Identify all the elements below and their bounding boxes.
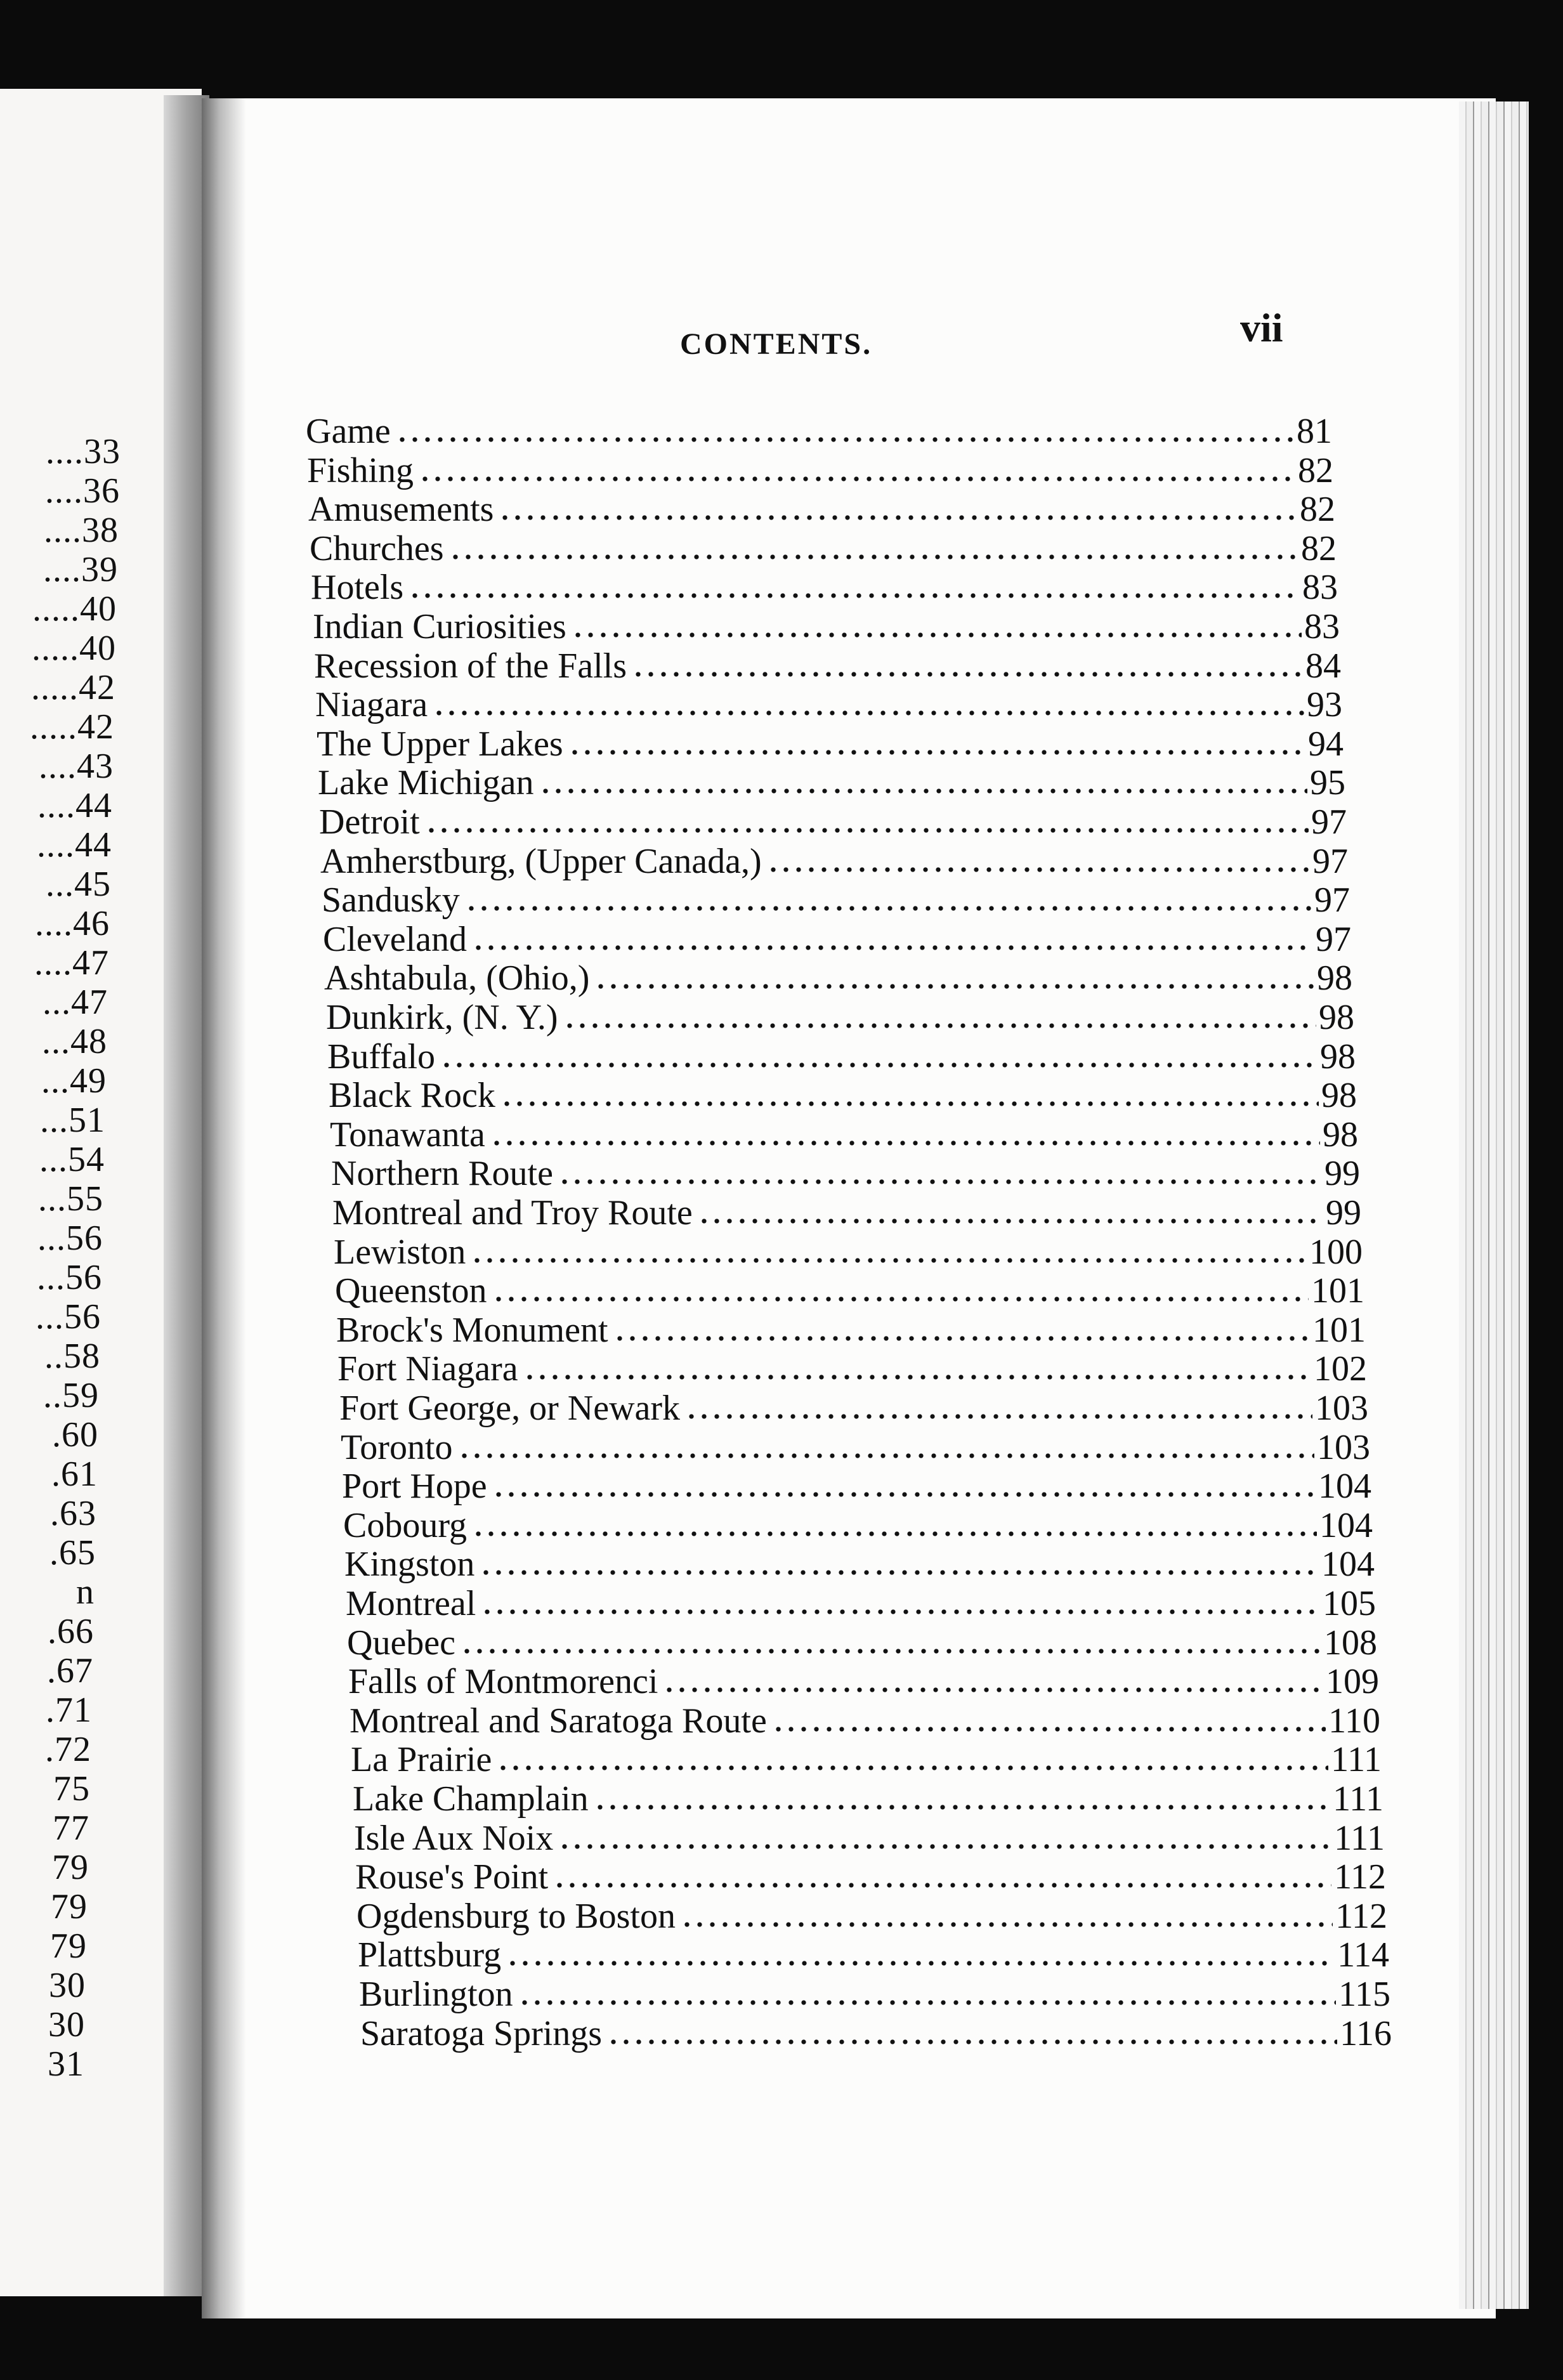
dot-leader (553, 1882, 1331, 1888)
toc-entry-page: 101 (1311, 1271, 1364, 1311)
left-page-fragment: ...56 (37, 1258, 102, 1297)
dot-leader (499, 514, 1297, 521)
toc-entry-title: Churches (310, 528, 444, 568)
left-page-fragment: 77 (53, 1808, 89, 1848)
dot-leader (409, 592, 1300, 599)
toc-entry-title: Niagara (315, 685, 428, 725)
toc-entry-page: 115 (1338, 1975, 1390, 2014)
toc-entry-page: 82 (1301, 528, 1337, 568)
dot-leader (572, 632, 1302, 638)
toc-entry-page: 93 (1307, 685, 1342, 725)
left-page-fragment: ..58 (44, 1337, 100, 1376)
toc-entry (354, 1819, 1385, 1859)
toc-entry (326, 998, 1354, 1038)
toc-entry (350, 1702, 1380, 1741)
toc-entry-title: Dunkirk, (N. Y.) (326, 998, 558, 1037)
left-page-fragment: 79 (50, 1926, 87, 1966)
toc-entry-title: Saratoga Springs (360, 2013, 603, 2053)
toc-entry-page: 112 (1334, 1857, 1386, 1897)
toc-entry (334, 1233, 1363, 1272)
toc-entry (311, 568, 1338, 608)
dot-leader (472, 945, 1313, 951)
toc-entry-page: 97 (1312, 841, 1348, 881)
toc-entry-page: 116 (1340, 2013, 1392, 2053)
toc-entry-title: Plattsburg (358, 1935, 502, 1975)
dot-leader (539, 788, 1307, 794)
left-page-fragment: ....44 (37, 825, 112, 865)
dot-leader (472, 1531, 1317, 1537)
left-page-fragment: ....47 (34, 943, 109, 983)
dot-leader (481, 1609, 1320, 1615)
toc-entry (318, 764, 1345, 803)
toc-entry-page: 103 (1315, 1389, 1368, 1428)
left-page-fragment: 30 (48, 2005, 85, 2044)
toc-entry-title: Lewiston (334, 1232, 466, 1272)
toc-entry-page: 103 (1317, 1427, 1370, 1467)
dot-leader (594, 983, 1314, 990)
toc-entry-title: Recession of the Falls (314, 646, 627, 686)
dot-leader (523, 1374, 1311, 1380)
toc-entry (308, 490, 1335, 530)
left-page-fragment: ....38 (44, 511, 119, 550)
toc-entry (331, 1154, 1360, 1194)
toc-entry-title: Buffalo (327, 1036, 436, 1076)
toc-entry-title: Brock's Monument (336, 1310, 608, 1350)
left-page-fragment: 31 (48, 2044, 84, 2084)
toc-entry (343, 1507, 1373, 1546)
left-page-fragment: ...56 (36, 1297, 101, 1337)
toc-entry-title: La Prairie (351, 1740, 492, 1780)
dot-leader (480, 1569, 1319, 1576)
toc-entry-page: 102 (1314, 1349, 1367, 1389)
toc-entry-page: 109 (1326, 1662, 1379, 1702)
dot-leader (772, 1726, 1326, 1732)
toc-entry-page: 82 (1300, 490, 1335, 530)
toc-entry-page: 105 (1323, 1584, 1376, 1623)
toc-entry (344, 1545, 1375, 1585)
toc-entry-title: Queenston (335, 1271, 487, 1311)
dot-leader (558, 1179, 1322, 1185)
toc-entry-title: Northern Route (331, 1154, 553, 1194)
toc-entry (356, 1897, 1387, 1937)
left-page-fragment: ..59 (43, 1376, 99, 1415)
left-page-fragment: ...54 (39, 1140, 105, 1179)
toc-entry-page: 95 (1310, 763, 1345, 803)
toc-entry-page: 98 (1323, 1115, 1358, 1154)
toc-entry-page: 104 (1318, 1467, 1371, 1507)
toc-entry-title: Detroit (319, 802, 420, 842)
toc-entry (306, 412, 1332, 452)
toc-entry-page: 104 (1319, 1505, 1373, 1545)
toc-entry-title: Amherstburg, (Upper Canada,) (320, 841, 762, 881)
toc-entry (307, 452, 1333, 491)
dot-leader (518, 1999, 1336, 2006)
toc-entry-page: 108 (1324, 1623, 1377, 1663)
left-page-fragment: ...47 (43, 983, 108, 1022)
toc-entry (322, 881, 1350, 920)
dot-leader (681, 1921, 1333, 1928)
toc-entry-page: 83 (1302, 568, 1338, 608)
toc-entry-page: 97 (1314, 880, 1350, 920)
dot-leader (396, 436, 1294, 443)
dot-leader (458, 1453, 1314, 1459)
toc-entry-page: 83 (1304, 607, 1340, 646)
toc-entry-page: 98 (1320, 1036, 1356, 1076)
toc-entry (319, 803, 1347, 842)
dot-leader (632, 671, 1303, 677)
dot-leader (594, 1804, 1331, 1810)
toc-entry-page: 97 (1311, 802, 1347, 842)
toc-entry-title: Montreal and Saratoga Route (350, 1701, 767, 1741)
toc-entry-page: 104 (1321, 1545, 1375, 1585)
left-page-fragment: .72 (45, 1730, 91, 1769)
left-page-fragment: ....46 (35, 904, 110, 943)
dot-leader (497, 1765, 1328, 1771)
left-page-fragment: .....40 (32, 629, 116, 668)
page-edges (1459, 101, 1529, 2309)
toc-entry (358, 1936, 1389, 1975)
left-page-fragment: .65 (49, 1533, 96, 1573)
left-page-fragment: .60 (52, 1415, 98, 1455)
left-page-fragment: ...56 (37, 1219, 103, 1258)
left-page-fragment: ...49 (41, 1061, 107, 1101)
left-page-fragment: ...45 (46, 865, 111, 904)
toc-entry-title: Fishing (307, 450, 414, 490)
dot-leader (506, 1960, 1335, 1966)
toc-entry-title: Amusements (308, 490, 494, 530)
left-page-fragment: ...55 (38, 1179, 103, 1219)
toc-entry-title: Lake Michigan (318, 763, 534, 803)
toc-entry (351, 1741, 1382, 1780)
dot-leader (563, 1023, 1316, 1029)
left-page-fragment: .71 (46, 1690, 92, 1730)
toc-entry-page: 98 (1317, 958, 1352, 998)
left-page-fragment: ....36 (45, 471, 120, 511)
toc-entry-title: Game (306, 412, 391, 451)
toc-entry-page: 98 (1321, 1076, 1357, 1116)
toc-entry-title: Fort George, or Newark (339, 1389, 681, 1428)
toc-entry (310, 530, 1337, 569)
toc-entry-page: 111 (1331, 1740, 1382, 1780)
toc-entry-page: 111 (1333, 1779, 1383, 1819)
toc-entry-title: Toronto (341, 1427, 453, 1467)
dot-leader (471, 1257, 1307, 1264)
toc-entry-title: Cleveland (323, 919, 468, 959)
left-page-fragment: .63 (50, 1494, 96, 1533)
dot-leader (500, 1101, 1319, 1107)
toc-entry (335, 1272, 1364, 1311)
dot-leader (465, 905, 1312, 912)
toc-entry-title: Montreal and Troy Route (332, 1193, 693, 1232)
left-page-fragment: 79 (52, 1848, 89, 1887)
toc-entry-title: Port Hope (342, 1467, 487, 1507)
spine-shadow (202, 98, 246, 2318)
toc-entry-page: 112 (1335, 1896, 1387, 1936)
left-page-fragment: .67 (47, 1651, 93, 1690)
dot-leader (568, 749, 1305, 755)
toc-entry-page: 100 (1309, 1232, 1363, 1272)
toc-entry-page: 84 (1305, 646, 1341, 686)
toc-entry (313, 608, 1340, 647)
dot-leader (767, 866, 1310, 873)
toc-entry (348, 1663, 1379, 1702)
toc-entry (320, 842, 1348, 882)
dot-leader (607, 2039, 1337, 2045)
left-page-fragment: ....39 (43, 550, 118, 589)
toc-entry-page: 98 (1319, 998, 1354, 1037)
page-number: vii (1240, 305, 1283, 350)
left-page-fragment: ....33 (46, 432, 121, 471)
toc-entry (323, 920, 1351, 960)
toc-entry-title: Isle Aux Noix (354, 1818, 554, 1858)
left-page-fragment: n (76, 1573, 95, 1612)
dot-leader (440, 1062, 1318, 1068)
toc-entry-title: Cobourg (343, 1505, 467, 1545)
toc-entry-title: Burlington (359, 1975, 513, 2014)
toc-entry-page: 114 (1337, 1935, 1389, 1975)
toc-entry (342, 1467, 1371, 1507)
toc-entry (360, 2015, 1392, 2054)
toc-entry (317, 725, 1344, 764)
dot-leader (433, 710, 1304, 716)
toc-entry-title: The Upper Lakes (317, 724, 563, 764)
dot-leader (492, 1296, 1309, 1302)
toc-entry-page: 111 (1334, 1818, 1385, 1858)
dot-leader (698, 1218, 1323, 1224)
toc-entry-title: Kingston (344, 1545, 475, 1585)
dot-leader (425, 827, 1309, 834)
toc-entry (347, 1624, 1377, 1663)
left-page-fragment: 75 (53, 1769, 90, 1808)
toc-entry-title: Rouse's Point (355, 1857, 549, 1897)
toc-entry-title: Indian Curiosities (313, 607, 566, 646)
left-page-fragment: ...48 (42, 1022, 107, 1061)
toc-entry (337, 1350, 1367, 1389)
page-header-title: CONTENTS. (680, 327, 873, 361)
toc-entry (339, 1389, 1368, 1429)
toc-entry (355, 1858, 1386, 1897)
left-page-fragment: ....44 (37, 786, 112, 825)
left-page-fragment: .66 (48, 1612, 94, 1651)
toc-entry-title: Lake Champlain (353, 1779, 589, 1819)
toc-entry-title: Fort Niagara (337, 1349, 518, 1389)
toc-entry (353, 1780, 1383, 1819)
toc-entry-page: 94 (1308, 724, 1344, 764)
toc-entry-page: 82 (1298, 450, 1333, 490)
toc-entry-title: Montreal (346, 1584, 476, 1623)
toc-entry-page: 110 (1328, 1701, 1380, 1741)
toc-entry-title: Ogdensburg to Boston (356, 1896, 676, 1936)
toc-entry-page: 101 (1312, 1310, 1366, 1350)
toc-entry (332, 1194, 1361, 1233)
dot-leader (449, 554, 1298, 560)
toc-entry (329, 1076, 1357, 1116)
left-page-fragment: .....42 (30, 707, 114, 747)
toc-entry-title: Hotels (311, 568, 404, 608)
left-page-fragment: .61 (51, 1455, 98, 1494)
toc-entry (330, 1116, 1358, 1155)
dot-leader (461, 1648, 1321, 1654)
toc-entry (314, 647, 1341, 686)
toc-entry-title: Falls of Montmorenci (348, 1662, 658, 1702)
dot-leader (613, 1335, 1310, 1342)
left-page-fragment: 30 (49, 1966, 86, 2005)
dot-leader (492, 1491, 1316, 1498)
left-page-fragment: ...51 (40, 1101, 105, 1140)
toc-entry (346, 1585, 1376, 1624)
toc-entry (315, 686, 1342, 725)
toc-entry-page: 99 (1324, 1154, 1360, 1194)
toc-entry-page: 99 (1326, 1193, 1361, 1232)
dot-leader (663, 1687, 1323, 1693)
toc-entry-title: Quebec (347, 1623, 456, 1663)
toc-entry (341, 1429, 1370, 1468)
left-page-fragment: .....40 (32, 589, 117, 629)
toc-entry-title: Tonawanta (330, 1115, 485, 1154)
toc-entry-title: Sandusky (322, 880, 460, 920)
toc-entry-title: Black Rock (329, 1076, 495, 1116)
dot-leader (558, 1843, 1331, 1850)
left-page-fragment: ....43 (39, 747, 114, 786)
toc-entry (359, 1975, 1390, 2015)
toc-entry (327, 1038, 1356, 1077)
left-page-fragment: .....42 (31, 668, 115, 707)
toc-entry (324, 959, 1352, 998)
dot-leader (419, 476, 1295, 482)
dot-leader (490, 1140, 1320, 1146)
dot-leader (685, 1413, 1312, 1420)
toc-entry (336, 1311, 1366, 1350)
toc-entry-page: 97 (1316, 919, 1351, 959)
toc-entry-title: Ashtabula, (Ohio,) (324, 958, 590, 998)
left-page-fragment: 79 (51, 1887, 88, 1926)
toc-entry-page: 81 (1297, 412, 1332, 451)
